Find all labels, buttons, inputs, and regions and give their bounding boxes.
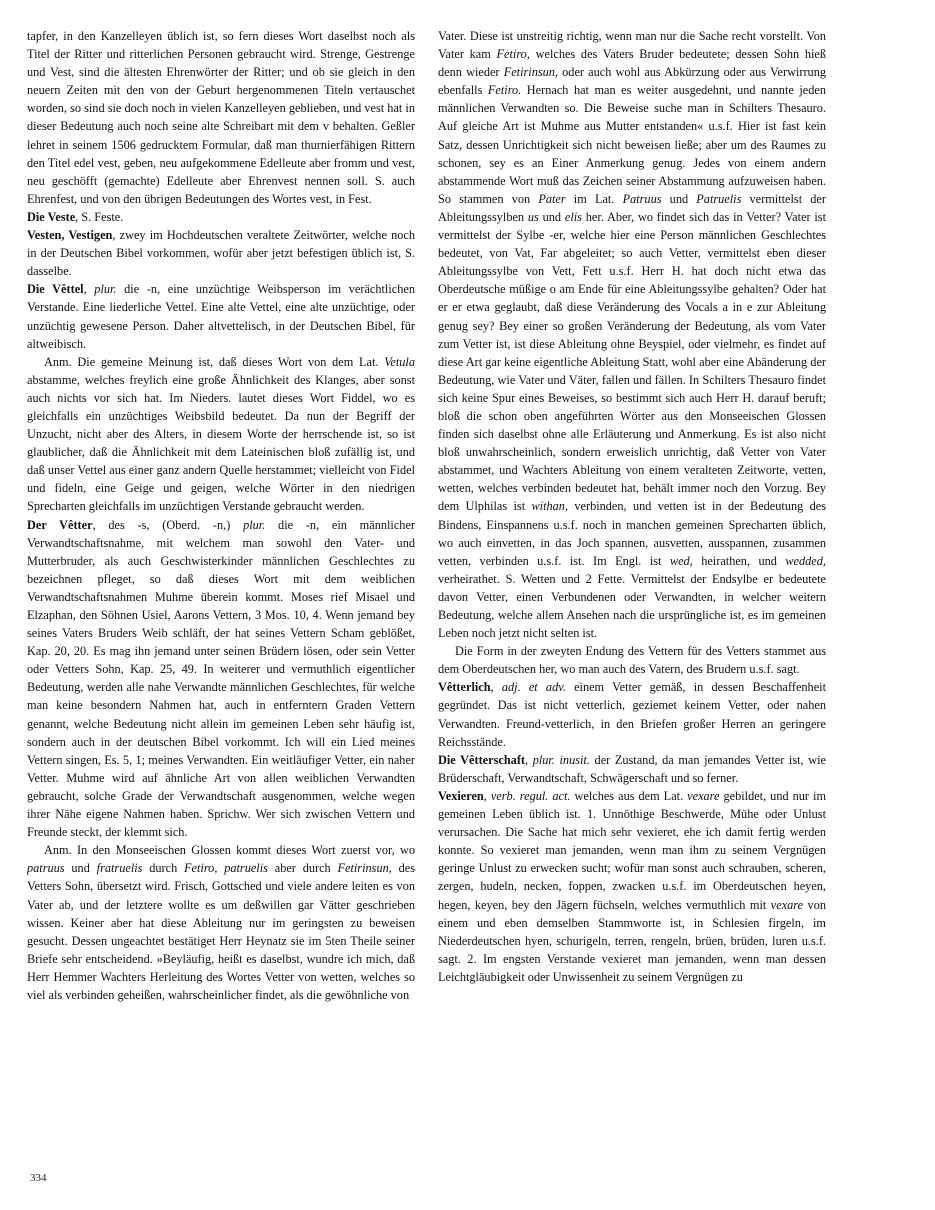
italic-term: adj. et adv. [501, 680, 566, 695]
text-run: und [64, 861, 97, 876]
text-run: Die Form in der zweyten Endung des Vettern für des Vetters stammet aus dem Oberdeutschen her, wo man auch des Vatern, des Brudern u.s.f. sagt. [438, 644, 826, 677]
text-run: gebildet, und nur im gemeinen Leben üblich ist. 1. Unnöthige Beschwerde, Mühe oder Unlust verursachen. Die Sache hat mich sehr vexieret, ehe ich damit fertig werden konnte. So vexieret man jemanden, wenn man ihm zu seinem Vergnügen geringe Unlust zu erwecken sucht; wofür man sonst auch schrauben, scheren, zergen, hudeln, necken, foppen, zwacken u.s.f. im Oberdeutschen heyen, hegen, keyen, bey den Jägern füchseln, welches vermuthlich mit [438, 788, 827, 912]
text-run: Vater. Diese ist unstreitig richtig, wenn man nur die Sache recht vorstellt. Von Vater kam [438, 29, 826, 62]
text-run: welches des Vaters Bruder bedeutete; dessen Sohn hieß denn wieder [438, 47, 827, 80]
italic-term: Patruus [622, 191, 662, 206]
italic-term: vexare [770, 897, 804, 912]
text-run: oder auch wohl aus Abkürzung oder aus Verwirrung ebenfalls [438, 65, 826, 98]
text-run: , [525, 752, 533, 767]
paragraph [27, 226, 415, 280]
text-run: einem Vetter gemäß, in dessen Beschaffenheit gegründet. Das ist nicht vetterlich, geziemet keinem Vetter, oder nahen Verwandten. Freund-vetterlich, in den Briefen großer Herren an geringere Reichsstände. [438, 680, 826, 749]
italic-term: patruus [27, 861, 65, 876]
italic-term: wed, [669, 553, 693, 568]
entry-headword: Vexieren [438, 788, 484, 803]
italic-term: plur. [243, 517, 266, 532]
paragraph [27, 841, 415, 1004]
paragraph [27, 208, 415, 226]
text-run: , [490, 680, 502, 695]
italic-term: withan, [531, 499, 569, 514]
page-number: 334 [30, 1172, 47, 1184]
italic-term: wedded, [785, 553, 826, 568]
text-run: heirathen, und [692, 553, 786, 568]
paragraph [27, 27, 415, 208]
text-run: , [483, 788, 491, 803]
paragraph [438, 751, 826, 787]
italic-term: vexare [687, 788, 720, 803]
text-run: verbinden, und vetten ist in der Bedeutung des Bindens, Einspannens u.s.f. noch in manchen gemeinen Sprecharten üblich, wo auch einvetten, in das Joch spannen, ausvetten, ausspannen, zusammen vetten, verbinden u.s.f. ist. Im Engl. ist [438, 499, 826, 568]
text-run: Anm. In den Monseeischen Glossen kommt dieses Wort zuerst vor, wo [44, 843, 415, 858]
entry-headword: Die Veste [27, 209, 76, 224]
text-run: vermittelst der Ableitungssylben [438, 191, 826, 224]
text-run: des Vetters Sohn, übersetzt wird. Frisch, Gottsched und viele andere leiten es von Vater ab, und der letztere wollte es um deßwillen gar Vätter geschrieben wissen. Keiner aber hat diese Ableitung nur im geringsten zu beweisen gesucht. Dessen ungeachtet bestätiget Herr Heynatz sie im 5ten Theile seiner Briefe sehr entscheidend. »Beyläufig, heißt es daselbst, wundre ich mich, daß Herr Hemmer Wachters Herleitung des Wortes Vetter von wetten, welches so viel als verbinden geheißen, wahrscheinlicher findet, als die gewöhnliche von [27, 861, 416, 1002]
italic-term: Fetiro. [487, 83, 522, 98]
paragraph [438, 678, 826, 750]
italic-term: plur. [94, 282, 117, 297]
text-run: der Zustand, da man jemandes Vetter ist, wie Brüderschaft, Verwandtschaft, Schwägerschaft und so ferner. [438, 752, 826, 785]
italic-term: Fetiro, patruelis [184, 861, 268, 876]
text-column-left [27, 27, 415, 1004]
text-run: und [661, 191, 697, 206]
text-run: im Lat. [565, 191, 623, 206]
text-column-right [438, 27, 826, 986]
italic-term: Vetula [384, 354, 415, 369]
entry-headword: Der Vêtter [27, 517, 93, 532]
text-run: , zwey im Hochdeutschen veraltete Zeitwörter, welche noch in der Deutschen Bibel vorkommen, wofür aber jetzt befestigen üblich ist, S. dasselbe. [27, 228, 415, 279]
italic-term: fratruelis [96, 861, 143, 876]
paragraph [27, 280, 415, 352]
italic-term: elis [564, 209, 582, 224]
italic-term: us [527, 209, 539, 224]
text-run: welches aus dem Lat. [570, 788, 688, 803]
text-run: die -n, eine unzüchtige Weibsperson im verächtlichen Verstande. Eine liederliche Vettel. Eine alte Vettel, eine alte unzüchtige, oder unzüchtig gewesene Person. Daher altvettelisch, in der Deutschen Bibel, für altweibisch. [27, 282, 415, 351]
text-run: verheirathet. S. Wetten und 2 Fette. Vermittelst der Endsylbe er bedeutete davon Vetter, einen Verbundenen oder Verwandten, in welcher weitern Bedeutung, welche allem Ansehen nach die ursprüngliche ist, es im gemeinen Leben noch jetzt nicht selten ist. [438, 571, 826, 641]
italic-term: Pater [538, 191, 566, 206]
italic-term: Fetirinsun, [337, 861, 392, 876]
text-run: Anm. Die gemeine Meinung ist, daß dieses Wort von dem Lat. [44, 354, 385, 369]
italic-term: Fetirinsun, [503, 65, 558, 80]
text-run: aber durch [267, 861, 338, 876]
text-run: , [83, 282, 95, 297]
italic-term: plur. inusit. [532, 752, 590, 767]
paragraph [438, 27, 826, 642]
entry-headword: Vesten, Vestigen [27, 228, 113, 243]
text-run: von einem und eben demselben Stammworte ist, in Schlesien firgeln, im Niederdeutschen hyen, schurigeln, terren, rengeln, brüen, brüden, luren u.s.f. sagt. 2. Im engsten Verstande vexieret man jemanden, wenn man dessen Leichtgläubigkeit oder Unwissenheit zu seinem Vergnügen zu [438, 897, 826, 984]
text-run: Hernach hat man es weiter ausgedehnt, und nannte jeden männlichen Verwandten so. Die Beweise suche man in Schilters Thesauro. Auf gleiche Art ist Muhme aus Mutter entstanden« u.s.f. Hier ist fast kein Satz, dessen Unrichtigkeit sich nicht beweisen ließe; aber um des Raumes zu schonen, sey es an Einer Anmerkung genug. Jedes von einem andern abstammende Wort muß das Zeichen seiner Abstammung aufzuweisen haben. So stammen von [438, 83, 826, 206]
italic-term: verb. regul. act. [490, 788, 571, 803]
italic-term: Patruelis [696, 191, 742, 206]
paragraph [27, 516, 415, 842]
entry-headword: Vêtterlich [438, 680, 491, 695]
text-run: her. Aber, wo findet sich das in Vetter? Vater ist vermittelst der Sylbe -er, welche hier eine Person männlichen Geschlechtes bedeutet, von Vat, Far abgeleitet; so auch Vetter, vermittelst eben dieser Ableitungssylbe von Vett, Fett u.s.f. Herr H. hat doch nicht etwa das Oberdeutsche müßige o am Ende für eine Ableitungssylbe gehalten? Oder hat er er etwa geglaubt, daß diese Veränderung des Vocals a in e zur Ableitung genug sey? Bey einer so großen Veränderung der Bedeutung, als vom Vater zum Vetter ist, ist diese Ableitung ohne Beyspiel, oder vielmehr, es findet auf diese Art gar keine eigentliche Ableitung Statt, wohl aber eine Abänderung der Bedeutung, wie Vater und Väter, fallen und fällen. In Schilters Thesauro findet sich keine Spur eines Beweises, so bestimmt sich auch Herr H. darauf beruft; bloß die schon oben angeführten Wörter aus den Monseeischen Glossen finden sich daselbst ohne alle Erläuterung und Anmerkung. Es ist also nicht bloß unwahrscheinlich, sondern erweislich unrichtig, daß Vetter von Vater abstammet, und Wachters Ableitung von einem veralteten Zeitworte, vetten, wetten, welches verbinden bedeutet hat, behält immer noch den Vorzug. Bey dem Ulphilas ist [438, 209, 827, 514]
text-run: durch [142, 861, 185, 876]
text-run: die -n, ein männlicher Verwandtschaftsnahme, mit welchem man sowohl den Vater- und Mutterbruder, als auch Geschwisterkinder männlichen Geschlechtes zu bezeichnen pfleget, so daß dieses Wort mit dem weiblichen Verwandtschaftsnahmen Muhme überein kommt. Moses rief Misael und Elzaphan, den Söhnen Usiel, Aarons Vettern, 3 Mos. 10, 4. Wenn jemand bey seines Vaters Bruders Weib schläft, der hat seines Vettern Scham geblößet, Kap. 20, 20. Es mag ihn jemand unter seinen Brüdern lösen, oder sein Vetter oder Vetters Sohn, Kap. 25, 49. In weiterer und vermuthlich eigentlicher Bedeutung, werden alle nahe Verwandte männlichen Geschlechtes, für welche man keine besondern Nahmen hat, auch in entferntern Graden Vettern genannt, welche Bedeutung nicht allein im gemeinen Leben sehr häufig ist, sondern auch in der deutschen Bibel vorkommt. Ich will ein Lied meines Vettern singen, Es. 5, 1; meines Verwandten. Ein weitläufiger Vetter, ein naher Vetter. Muhme wird auf ähnliche Art von allen weiblichen Verwandten gebraucht, solche Grade der Verwandtschaft ausgenommen, welche wegen ihrer Nähe eigene Nahmen haben. Sprichw. Wer sich zwischen Vettern und Freunde steckt, der klemmt sich. [27, 517, 415, 840]
text-run: , S. Feste. [75, 209, 124, 224]
paragraph [438, 787, 826, 986]
italic-term: Fetiro, [496, 47, 530, 62]
text-run: und [538, 209, 565, 224]
entry-headword: Die Vêttel [27, 282, 84, 297]
paragraph [438, 642, 826, 678]
entry-headword: Die Vêtterschaft [438, 752, 526, 767]
text-run: tapfer, in den Kanzelleyen üblich ist, so fern dieses Wort daselbst noch als Titel der Ritter und ritterlichen Personen gebraucht wird. Strenge, Gestrenge und Vest, sind die ältesten Ehrenwörter der Ritter; und ob sie gleich in den neuern Zeiten mit den von der Geburt hergenommenen Titeln vertauschet worden, so sind sie doch noch in vielen Kanzelleyen geblieben, und vest hat in dieser Bedeutung auch noch seine alte Schreibart mit dem v behalten. Geßler lehret in seinem 1506 gedrucktem Formular, daß man thurnierfähigen Rittern den Titel edel vest, geben, neu aufgekommene Edelleute aber fromm und vest, neu geschöfft (gemachte) Edelleute aber Ehrenvest nennen soll. S. auch Ehrenfest, und von den übrigen Bedeutungen des Wortes vest, in Fest. [27, 29, 415, 206]
text-run: abstamme, welches freylich eine große Ähnlichkeit des Klanges, aber sonst auch nichts vor sich hat. Im Nieders. lautet dieses Wort Fiddel, wo es gleichfalls ein unzüchtiges Weibsbild bedeutet. Da nun der Begriff der Unzucht, nicht aber des Alters, in diesem Worte der herrschende ist, so ist glaublicher, daß die Ähnlichkeit mit dem Lateinischen bloß zufällig ist, und daß unser Vettel aus einer ganz andern Quelle herstammet; vielleicht von Fidel und fideln, eine Geige und geigen, welche Wörter in den niedrigen Sprecharten gleichfalls im unzüchtigen Verstande gebraucht werden. [27, 372, 415, 514]
paragraph [27, 353, 415, 516]
text-run: , des -s, (Oberd. -n,) [92, 517, 244, 532]
